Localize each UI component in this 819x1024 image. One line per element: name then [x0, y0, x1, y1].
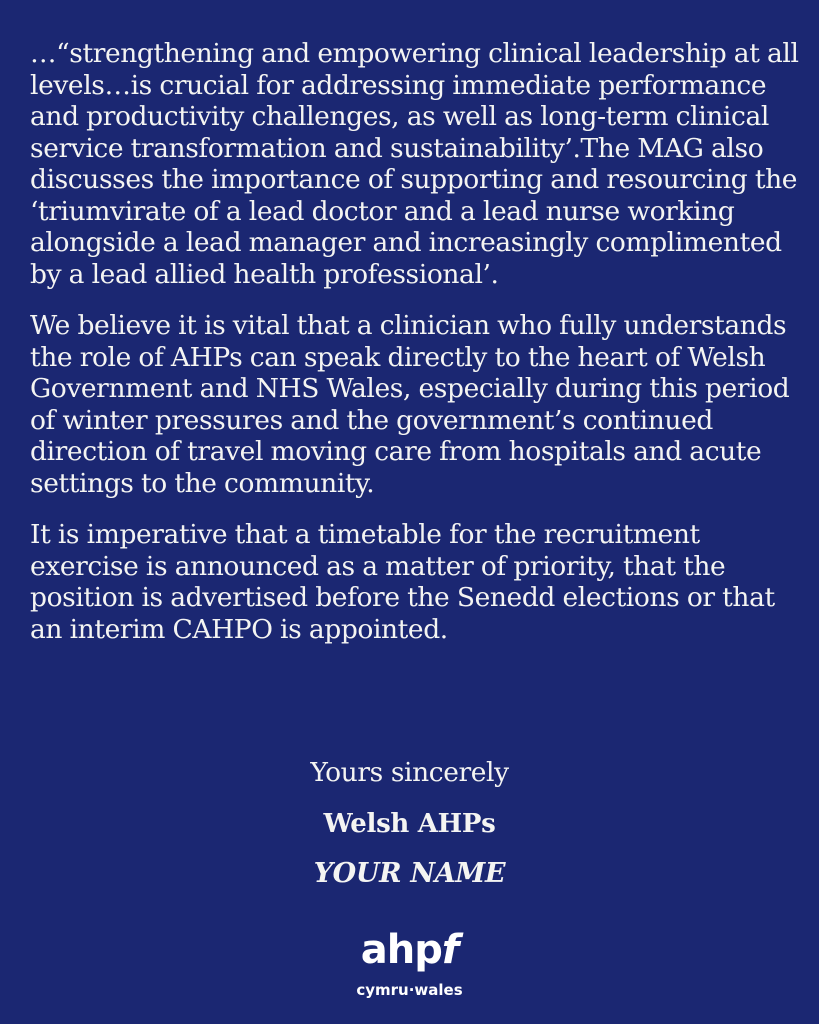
letter-paragraph-3: It is imperative that a timetable for the recruitment exercise is announced as a matter of priority, that the position is advertised before the Senedd elections or that an interim CAHPO is appointed. — [30, 519, 775, 645]
letter-body — [30, 38, 805, 665]
closing-salutation: Yours sincerely — [310, 757, 509, 788]
signatory-name-placeholder: YOUR NAME — [313, 858, 506, 889]
ahpf-logo — [0, 926, 819, 1000]
signatory-organisation: Welsh AHPs — [323, 809, 496, 839]
letter-paragraph-1: …“strengthening and empowering clinical leadership at all levels…is crucial for addressing immediate performance and productivity challenges, as well as long-term clinical service transformation and sustainability’.The MAG also discusses the importance of supporting and resourcing the ‘triumvirate of a lead doctor and a lead nurse working alongside a lead manager and increasingly complimented by a lead allied health professional’. — [30, 38, 799, 290]
letter-paragraph-2: We believe it is vital that a clinician who fully understands the role of AHPs can speak directly to the heart of Welsh Government and NHS Wales, especially during this period of winter pressures and the government’s continued direction of travel moving care from hospitals and acute settings to the community. — [30, 310, 790, 499]
logo-wordmark-f: f — [441, 927, 459, 973]
logo-wordmark — [0, 926, 819, 974]
logo-wordmark-main: ahp — [360, 927, 442, 973]
logo-subtitle: cymru·wales — [356, 981, 463, 999]
